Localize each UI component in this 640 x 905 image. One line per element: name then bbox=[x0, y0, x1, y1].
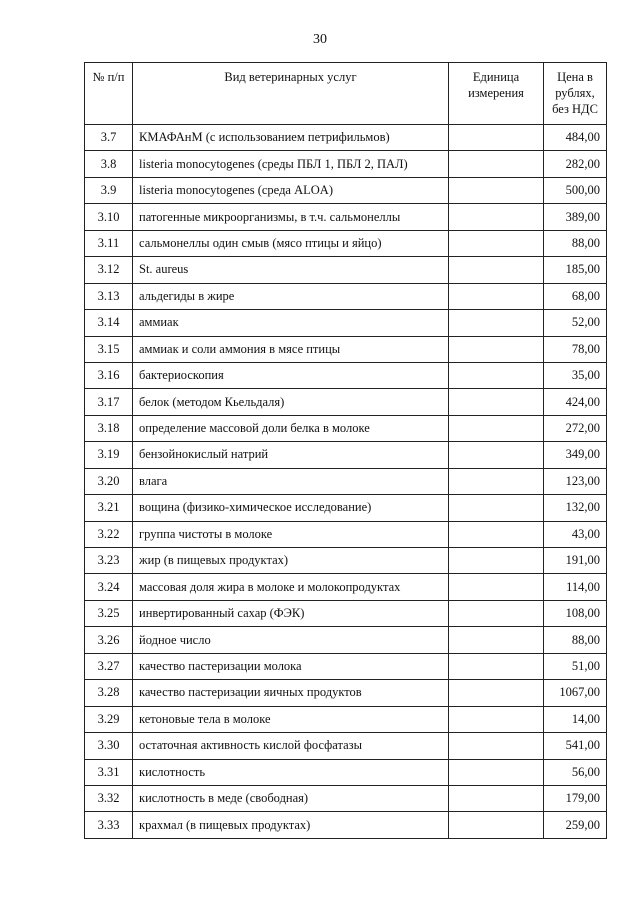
row-number: 3.24 bbox=[85, 574, 133, 600]
unit-cell bbox=[449, 125, 544, 151]
unit-cell bbox=[449, 415, 544, 441]
unit-cell bbox=[449, 283, 544, 309]
price-cell: 541,00 bbox=[544, 733, 607, 759]
service-name: йодное число bbox=[133, 627, 449, 653]
row-number: 3.29 bbox=[85, 706, 133, 732]
service-name: аммиак и соли аммония в мясе птицы bbox=[133, 336, 449, 362]
service-name: вощина (физико-химическое исследование) bbox=[133, 495, 449, 521]
table-row bbox=[85, 362, 607, 388]
price-cell: 282,00 bbox=[544, 151, 607, 177]
service-name: аммиак bbox=[133, 310, 449, 336]
table-row bbox=[85, 283, 607, 309]
header-number: № п/п bbox=[85, 63, 133, 125]
row-number: 3.17 bbox=[85, 389, 133, 415]
table-row bbox=[85, 548, 607, 574]
service-name: сальмонеллы один смыв (мясо птицы и яйцо) bbox=[133, 230, 449, 256]
price-cell: 185,00 bbox=[544, 257, 607, 283]
unit-cell bbox=[449, 574, 544, 600]
service-name: кислотность в меде (свободная) bbox=[133, 785, 449, 811]
page-number: 30 bbox=[313, 32, 327, 47]
row-number: 3.12 bbox=[85, 257, 133, 283]
table-row bbox=[85, 310, 607, 336]
row-number: 3.22 bbox=[85, 521, 133, 547]
price-cell: 78,00 bbox=[544, 336, 607, 362]
unit-cell bbox=[449, 706, 544, 732]
service-name: альдегиды в жире bbox=[133, 283, 449, 309]
unit-cell bbox=[449, 468, 544, 494]
service-name: белок (методом Кьельдаля) bbox=[133, 389, 449, 415]
service-name: жир (в пищевых продуктах) bbox=[133, 548, 449, 574]
header-price bbox=[544, 63, 607, 125]
price-cell: 179,00 bbox=[544, 785, 607, 811]
table-row bbox=[85, 521, 607, 547]
service-name: инвертированный сахар (ФЭК) bbox=[133, 600, 449, 626]
price-cell: 35,00 bbox=[544, 362, 607, 388]
table-row bbox=[85, 230, 607, 256]
service-name: КМАФАнМ (с использованием петрифильмов) bbox=[133, 125, 449, 151]
unit-cell bbox=[449, 151, 544, 177]
service-name: бактериоскопия bbox=[133, 362, 449, 388]
table-row bbox=[85, 785, 607, 811]
service-name: крахмал (в пищевых продуктах) bbox=[133, 812, 449, 838]
unit-cell bbox=[449, 653, 544, 679]
price-cell: 114,00 bbox=[544, 574, 607, 600]
table-row bbox=[85, 177, 607, 203]
price-cell: 43,00 bbox=[544, 521, 607, 547]
table-row bbox=[85, 627, 607, 653]
price-cell: 52,00 bbox=[544, 310, 607, 336]
table-row bbox=[85, 389, 607, 415]
unit-cell bbox=[449, 442, 544, 468]
unit-cell bbox=[449, 548, 544, 574]
table-row bbox=[85, 257, 607, 283]
price-cell: 108,00 bbox=[544, 600, 607, 626]
header-unit bbox=[449, 63, 544, 125]
service-name: кетоновые тела в молоке bbox=[133, 706, 449, 732]
table-row bbox=[85, 812, 607, 838]
header-price-line1: Цена в bbox=[557, 70, 593, 84]
unit-cell bbox=[449, 680, 544, 706]
price-cell: 88,00 bbox=[544, 627, 607, 653]
table-row bbox=[85, 574, 607, 600]
price-cell: 14,00 bbox=[544, 706, 607, 732]
price-table bbox=[84, 62, 607, 839]
service-name: St. aureus bbox=[133, 257, 449, 283]
service-name: listeria monocytogenes (среда ALOA) bbox=[133, 177, 449, 203]
price-cell: 56,00 bbox=[544, 759, 607, 785]
table-row bbox=[85, 336, 607, 362]
price-cell: 88,00 bbox=[544, 230, 607, 256]
price-cell: 424,00 bbox=[544, 389, 607, 415]
unit-cell bbox=[449, 627, 544, 653]
unit-cell bbox=[449, 812, 544, 838]
header-unit-line1: Единица bbox=[472, 70, 520, 84]
row-number: 3.13 bbox=[85, 283, 133, 309]
price-cell: 389,00 bbox=[544, 204, 607, 230]
unit-cell bbox=[449, 389, 544, 415]
price-cell: 51,00 bbox=[544, 653, 607, 679]
header-row bbox=[85, 63, 607, 125]
price-cell: 500,00 bbox=[544, 177, 607, 203]
price-cell: 272,00 bbox=[544, 415, 607, 441]
row-number: 3.15 bbox=[85, 336, 133, 362]
service-name: остаточная активность кислой фосфатазы bbox=[133, 733, 449, 759]
unit-cell bbox=[449, 600, 544, 626]
header-unit-line2: измерения bbox=[468, 86, 524, 100]
unit-cell bbox=[449, 733, 544, 759]
unit-cell bbox=[449, 204, 544, 230]
table-row bbox=[85, 733, 607, 759]
row-number: 3.23 bbox=[85, 548, 133, 574]
header-price-line3: без НДС bbox=[552, 102, 598, 116]
price-cell: 132,00 bbox=[544, 495, 607, 521]
service-name: кислотность bbox=[133, 759, 449, 785]
row-number: 3.20 bbox=[85, 468, 133, 494]
row-number: 3.31 bbox=[85, 759, 133, 785]
row-number: 3.8 bbox=[85, 151, 133, 177]
table-header bbox=[85, 63, 607, 125]
service-name: влага bbox=[133, 468, 449, 494]
row-number: 3.26 bbox=[85, 627, 133, 653]
row-number: 3.28 bbox=[85, 680, 133, 706]
unit-cell bbox=[449, 336, 544, 362]
service-name: массовая доля жира в молоке и молокопродуктах bbox=[133, 574, 449, 600]
price-cell: 1067,00 bbox=[544, 680, 607, 706]
unit-cell bbox=[449, 177, 544, 203]
price-cell: 191,00 bbox=[544, 548, 607, 574]
price-cell: 484,00 bbox=[544, 125, 607, 151]
header-price-line2: рублях, bbox=[555, 86, 595, 100]
unit-cell bbox=[449, 759, 544, 785]
table-row bbox=[85, 151, 607, 177]
row-number: 3.27 bbox=[85, 653, 133, 679]
price-cell: 123,00 bbox=[544, 468, 607, 494]
table-row bbox=[85, 125, 607, 151]
table-row bbox=[85, 468, 607, 494]
row-number: 3.9 bbox=[85, 177, 133, 203]
unit-cell bbox=[449, 521, 544, 547]
service-name: качество пастеризации яичных продуктов bbox=[133, 680, 449, 706]
row-number: 3.33 bbox=[85, 812, 133, 838]
unit-cell bbox=[449, 230, 544, 256]
unit-cell bbox=[449, 362, 544, 388]
row-number: 3.18 bbox=[85, 415, 133, 441]
row-number: 3.11 bbox=[85, 230, 133, 256]
row-number: 3.19 bbox=[85, 442, 133, 468]
service-name: группа чистоты в молоке bbox=[133, 521, 449, 547]
table-row bbox=[85, 600, 607, 626]
row-number: 3.25 bbox=[85, 600, 133, 626]
service-name: определение массовой доли белка в молоке bbox=[133, 415, 449, 441]
table-row bbox=[85, 204, 607, 230]
service-name: listeria monocytogenes (среды ПБЛ 1, ПБЛ 2, ПАЛ) bbox=[133, 151, 449, 177]
row-number: 3.30 bbox=[85, 733, 133, 759]
row-number: 3.14 bbox=[85, 310, 133, 336]
table-row bbox=[85, 442, 607, 468]
row-number: 3.7 bbox=[85, 125, 133, 151]
service-name: качество пастеризации молока bbox=[133, 653, 449, 679]
row-number: 3.21 bbox=[85, 495, 133, 521]
service-name: патогенные микроорганизмы, в т.ч. сальмонеллы bbox=[133, 204, 449, 230]
service-name: бензойнокислый натрий bbox=[133, 442, 449, 468]
unit-cell bbox=[449, 310, 544, 336]
table-row bbox=[85, 415, 607, 441]
unit-cell bbox=[449, 785, 544, 811]
row-number: 3.10 bbox=[85, 204, 133, 230]
price-cell: 349,00 bbox=[544, 442, 607, 468]
unit-cell bbox=[449, 257, 544, 283]
table-row bbox=[85, 653, 607, 679]
price-cell: 68,00 bbox=[544, 283, 607, 309]
price-cell: 259,00 bbox=[544, 812, 607, 838]
table-body bbox=[85, 125, 607, 839]
unit-cell bbox=[449, 495, 544, 521]
row-number: 3.32 bbox=[85, 785, 133, 811]
row-number: 3.16 bbox=[85, 362, 133, 388]
table-row bbox=[85, 680, 607, 706]
table-row bbox=[85, 706, 607, 732]
header-service-type: Вид ветеринарных услуг bbox=[133, 63, 449, 125]
table-row bbox=[85, 759, 607, 785]
table-row bbox=[85, 495, 607, 521]
